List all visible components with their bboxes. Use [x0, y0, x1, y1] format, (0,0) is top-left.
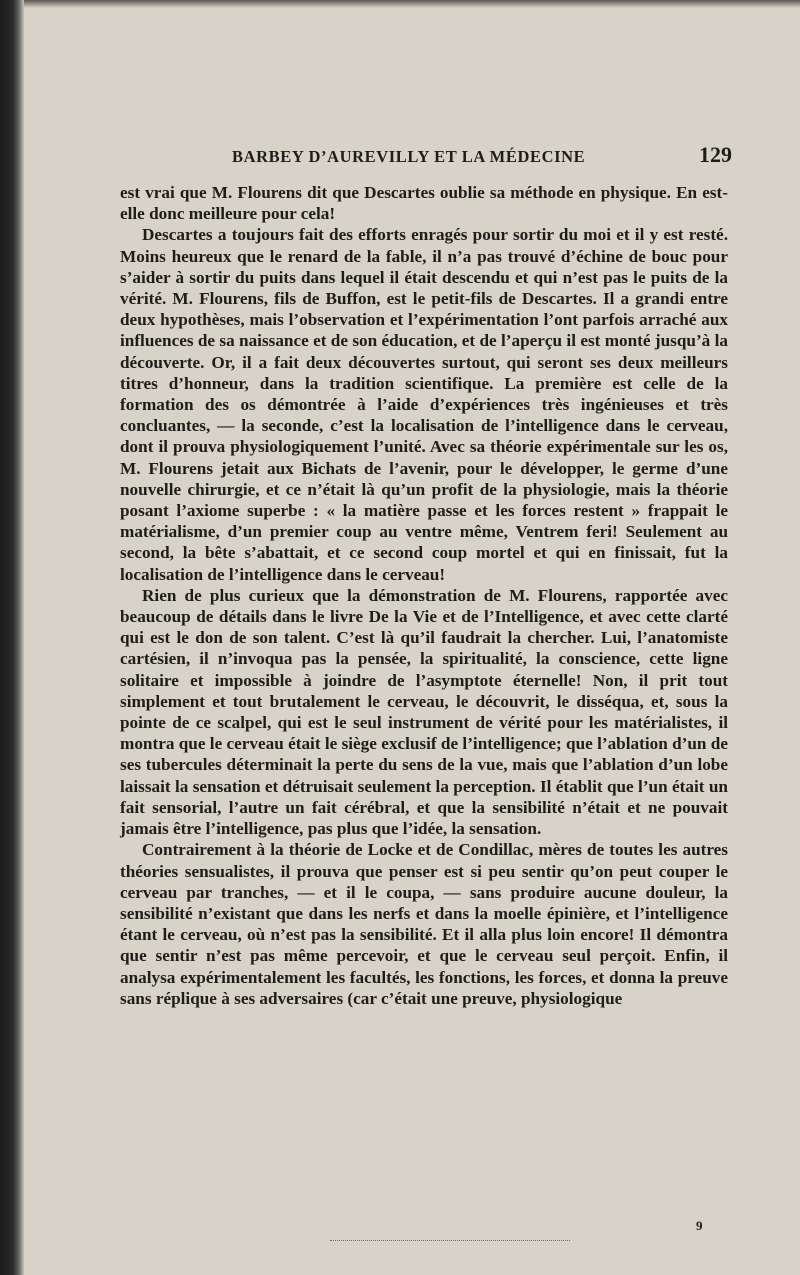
footer-rule — [330, 1240, 570, 1241]
book-binding-edge — [0, 0, 24, 1275]
book-page — [60, 0, 800, 1275]
body-text — [120, 182, 728, 1009]
signature-mark: 9 — [696, 1218, 703, 1233]
running-head: BARBEY D’AUREVILLY ET LA MÉDECINE — [232, 147, 586, 166]
page-header — [232, 142, 732, 168]
paragraph: est vrai que M. Flourens dit que Descartes oublie sa méthode en physique. En est-elle donc meilleure pour cela! — [120, 183, 728, 224]
page-number: 129 — [699, 142, 732, 167]
paragraph: Rien de plus curieux que la démonstration de M. Flourens, rapportée avec beaucoup de détails dans le livre De la Vie et de l’Intelligence, et avec cette clarté qui est le don de son talent. C’est là qu’il faudrait la chercher. Lui, l’anatomiste cartésien, il n’invoqua pas la pensée, la spiritualité, la conscience, cette ligne solitaire et impossible à joindre de l’asymptote éternelle! Non, il prit tout simplement et tout brutalement le cerveau, le découvrit, le disséqua, et, sous la pointe de ce scalpel, qui est le seul instrument de vérité pour les matérialistes, il montra que le cerveau était le siège exclusif de l’intelligence; que l’ablation d’un de ses tubercules déterminait la perte du sens de la vue, mais que l’ablation d’un lobe laissait la sensation et détruisait seulement la perception. Il établit que l’un était un fait sensorial, l’autre un fait cérébral, et que la sensibilité n’était et ne pouvait jamais être l’intelligence, pas plus que l’idée, la sensation. — [120, 585, 728, 839]
paragraph: Descartes a toujours fait des efforts enragés pour sortir du moi et il y est resté. Moins heureux que le renard de la fable, il n’a pas trouvé d’échine de bouc pour s’aider à sortir du puits dans lequel il était descendu et qui n’est pas le puits de la vérité. M. Flourens, fils de Buffon, est le petit-fils de Descartes. Il a grandi entre deux hypothèses, mais l’observation et l’expérimentation l’ont parfois arraché aux influences de sa naissance et de son éducation, et de l’aperçu il est monté jusqu’à la découverte. Or, il a fait deux découvertes surtout, qui seront ses deux meilleurs titres d’honneur, dans la tradition scientifique. La première est celle de la formation des os démontrée à l’aide d’expériences très ingénieuses et très concluantes, — la seconde, c’est la localisation de l’intelligence dans le cerveau, dont il prouva physiologiquement l’unité. Avec sa théorie expérimentale sur les os, M. Flourens jetait aux Bichats de l’avenir, pour le développer, le germe d’une nouvelle chirurgie, et ce n’était là qu’un profit de la physiologie, mais la théorie posant l’axiome superbe : « la matière passe et les forces restent » frappait le matérialisme, d’un premier coup au ventre même, Ventrem feri! Seulement au second, la bête s’abattait, et ce second coup mortel et qui en finissait, fut la localisation de l’intelligence dans le cerveau! — [120, 225, 728, 584]
paragraph: Contrairement à la théorie de Locke et de Condillac, mères de toutes les autres théories sensualistes, il prouva que penser est si peu sentir qu’on peut couper le cerveau par tranches, — et il le coupa, — sans produire aucune douleur, la sensibilité n’existant que dans les nerfs et dans la moelle épinière, et l’intelligence étant le cerveau, où n’est pas la sensibilité. Et il alla plus loin encore! Il démontra que sentir n’est pas même percevoir, et que le cerveau seul perçoit. Enfin, il analysa expérimentalement les facultés, les fonctions, les forces, et donna la preuve sans réplique à ses adversaires (car c’était une preuve, physiologique — [120, 840, 728, 1008]
